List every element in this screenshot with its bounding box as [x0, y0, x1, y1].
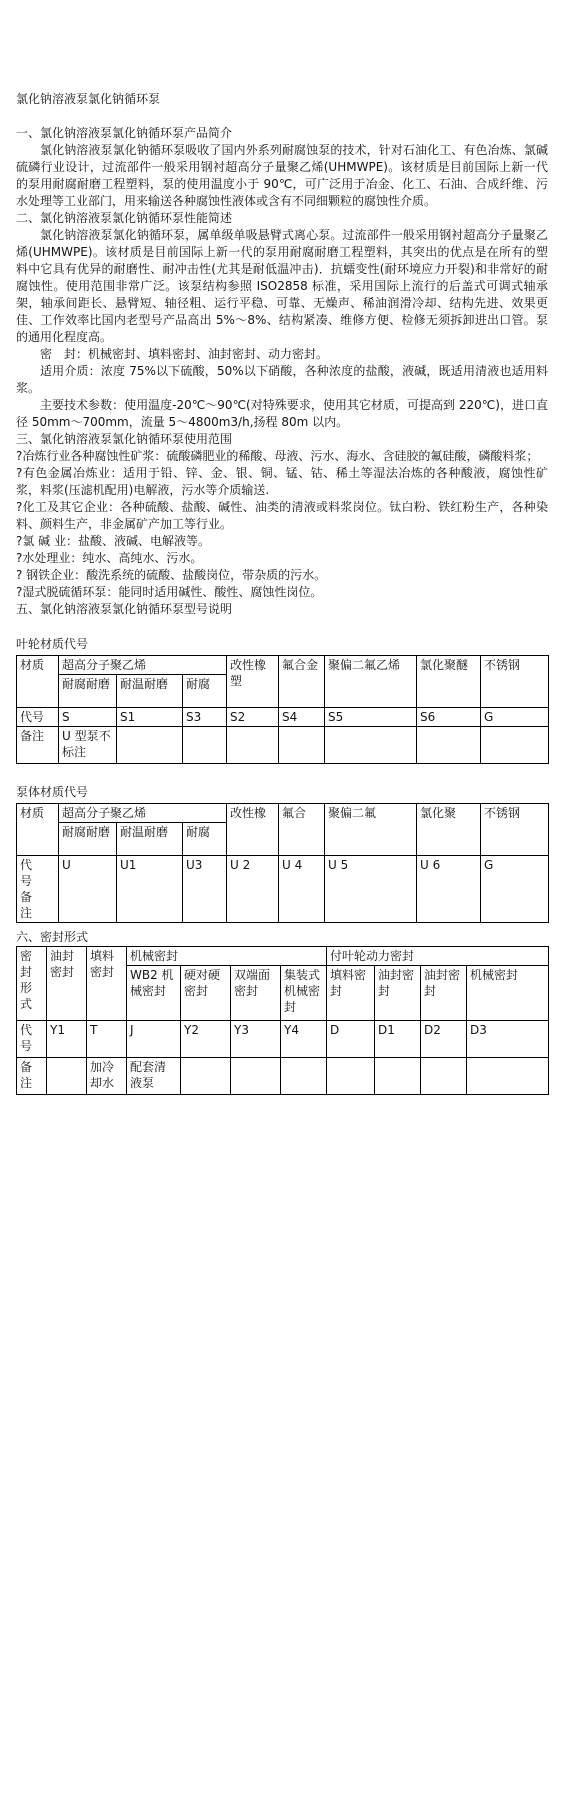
code-cell: S — [59, 708, 117, 727]
code-cell: G — [481, 856, 549, 923]
chlorinated-polyether-header-cell: 氯化聚 — [417, 804, 481, 856]
modified-rubber-header-cell: 改性橡塑 — [227, 656, 279, 708]
subheader-cell: 耐腐耐磨 — [59, 675, 117, 708]
code-cell: D — [327, 1021, 375, 1058]
seal-type-cell: 机械密封 — [467, 966, 549, 1021]
application-item: ?湿式脱硫循环泵：能同时适用碱性、酸性、腐蚀性岗位。 — [16, 585, 323, 599]
code-cell: U3 — [183, 856, 227, 923]
remark-label: 备注 — [20, 1060, 33, 1090]
section-1-heading: 一、氯化钠溶液泵氯化钠循环泵产品简介 — [16, 126, 233, 140]
code-remark-label-cell — [17, 856, 59, 923]
applicable-media: 适用介质：浓度 75%以下硫酸，50%以下硝酸，各种浓度的盐酸，液碱，既适用清液也适用料浆。 — [16, 364, 548, 395]
code-label: 代号 — [20, 1023, 33, 1053]
remark-row — [17, 1058, 549, 1095]
empty-cell — [375, 1058, 421, 1095]
document-title: 氯化钠溶液泵氯化钠循环泵 — [16, 92, 161, 106]
empty-cell — [279, 727, 325, 764]
document-page — [16, 91, 548, 1095]
code-cell: Y4 — [281, 1021, 327, 1058]
code-cell: D1 — [375, 1021, 421, 1058]
fluoro-alloy-header-cell: 氟合金 — [279, 656, 325, 708]
code-cell: D3 — [467, 1021, 549, 1058]
section-6-heading: 六、密封形式 — [16, 930, 89, 944]
stainless-steel-header-cell: 不锈钢 — [481, 804, 549, 856]
application-item: ? 钢铁企业：酸洗系统的硫酸、盐酸岗位，带杂质的污水。 — [16, 568, 327, 582]
empty-cell — [481, 727, 549, 764]
impeller-table-caption: 叶轮材质代号 — [16, 637, 89, 651]
application-item: ?有色金属冶炼业：适用于铅、锌、金、银、铜、锰、钴、稀土等湿法冶炼的各种酸液，腐蚀性矿浆，料浆(压滤机配用)电解液，污水等介质输送. — [16, 466, 548, 497]
code-cell: U1 — [117, 856, 183, 923]
seal-type-cell: 油封密封 — [421, 966, 467, 1021]
code-label-cell — [17, 1021, 47, 1058]
code-label: 代号 — [20, 858, 33, 888]
subheader-cell: 耐腐耐磨 — [59, 823, 117, 856]
modified-rubber-header-cell: 改性橡 — [227, 804, 279, 856]
application-item: ?冶炼行业各种腐蚀性矿浆：硫酸磷肥业的稀酸、母液、污水、海水、含硅胶的氟硅酸，磷酸料浆； — [16, 449, 539, 463]
code-cell: S4 — [279, 708, 325, 727]
remark-label: 备注 — [20, 890, 33, 920]
auxiliary-impeller-seal-header-cell: 付叶轮动力密封 — [327, 947, 549, 966]
code-cell: T — [87, 1021, 127, 1058]
application-item: ?水处理业：纯水、高纯水、污水。 — [16, 551, 203, 565]
empty-cell — [281, 1058, 327, 1095]
stainless-steel-header-cell: 不锈钢 — [481, 656, 549, 708]
empty-cell — [231, 1058, 281, 1095]
remark-cell: 配套清液泵 — [127, 1058, 181, 1095]
empty-cell — [325, 727, 417, 764]
code-cell: J — [127, 1021, 181, 1058]
fluoro-alloy-header-cell: 氟合 — [279, 804, 325, 856]
seal-form-table — [16, 946, 549, 1095]
code-label-cell: 代号 — [17, 708, 59, 727]
code-cell: Y3 — [231, 1021, 281, 1058]
remark-cell: 加冷却水 — [87, 1058, 127, 1095]
code-cell: S2 — [227, 708, 279, 727]
section-1-paragraph: 氯化钠溶液泵氯化钠循环泵吸收了国内外系列耐腐蚀泵的技术，针对石油化工、有色冶炼、氯碱硫磷行业设计，过流部件一般采用钢衬超高分子量聚乙烯(UHMWPE)。该材质是目前国际上新一代的泵用耐腐耐磨工程塑料，泵的使用温度小于 90℃，可广泛用于冶金、化工、石油、合成纤维、污水处理等工业部门，用来输送各种腐蚀性液体或含有不同细颗粒的腐蚀性介质。 — [16, 143, 548, 208]
code-cell: D2 — [421, 1021, 467, 1058]
seal-type-cell: 双端面密封 — [231, 966, 281, 1021]
mechanical-seal-header-cell: 机械密封 — [127, 947, 327, 966]
table-header-row — [17, 947, 549, 966]
empty-cell — [183, 727, 227, 764]
seal-type-cell: 硬对硬密封 — [181, 966, 231, 1021]
seal-type-cell: 油封密封 — [375, 966, 421, 1021]
remark-label-cell — [17, 1058, 47, 1095]
code-cell: S5 — [325, 708, 417, 727]
table-header-row — [17, 804, 549, 823]
subheader-cell: 耐温耐磨 — [117, 823, 183, 856]
material-label-cell: 材质 — [17, 804, 59, 856]
code-cell: U 5 — [325, 856, 417, 923]
seal-form-label: 密封形式 — [20, 949, 33, 1011]
seal-type-cell: 填料密封 — [327, 966, 375, 1021]
subheader-cell: 耐腐 — [183, 675, 227, 708]
seal-form-label-cell — [17, 947, 47, 1021]
seal-summary: 密 封：机械密封、填料密封、油封密封、动力密封。 — [40, 347, 329, 361]
material-label-cell: 材质 — [17, 656, 59, 708]
code-cell: U 2 — [227, 856, 279, 923]
code-cell: Y1 — [47, 1021, 87, 1058]
pvdf-header-cell: 聚偏二氟 — [325, 804, 417, 856]
code-cell: Y2 — [181, 1021, 231, 1058]
code-row — [17, 856, 549, 923]
code-cell: G — [481, 708, 549, 727]
remark-cell: U 型泵不标注 — [59, 727, 117, 764]
casing-table-caption: 泵体材质代号 — [16, 785, 89, 799]
code-cell: S1 — [117, 708, 183, 727]
code-cell: U 6 — [417, 856, 481, 923]
technical-parameters: 主要技术参数：使用温度-20℃～90℃(对特殊要求，使用其它材质，可提高到 220℃)，进口直径 50mm～700mm，流量 5～4800m3/h,扬程 80m 以内。 — [16, 398, 548, 429]
code-cell: S6 — [417, 708, 481, 727]
code-cell: U — [59, 856, 117, 923]
application-item: ?化工及其它企业：各种硫酸、盐酸、碱性、油类的清液或料浆岗位。钛白粉、铁红粉生产，各种染料、颜料生产，非金属矿产加工等行业。 — [16, 500, 548, 531]
empty-cell — [47, 1058, 87, 1095]
code-cell: U 4 — [279, 856, 325, 923]
empty-cell — [181, 1058, 231, 1095]
seal-type-cell: 油封密封 — [47, 947, 87, 1021]
empty-cell — [227, 727, 279, 764]
code-row — [17, 1021, 549, 1058]
remark-row — [17, 727, 549, 764]
code-cell: S3 — [183, 708, 227, 727]
code-row — [17, 708, 549, 727]
seal-type-cell: 填料密封 — [87, 947, 127, 1021]
section-5-heading: 五、氯化钠溶液泵氯化钠循环泵型号说明 — [16, 602, 233, 616]
section-2-heading: 二、氯化钠溶液泵氯化钠循环泵性能简述 — [16, 211, 233, 225]
empty-cell — [467, 1058, 549, 1095]
empty-cell — [421, 1058, 467, 1095]
casing-material-table — [16, 803, 549, 923]
seal-type-cell: 集装式机械密封 — [281, 966, 327, 1021]
empty-cell — [417, 727, 481, 764]
seal-type-cell: WB2 机械密封 — [127, 966, 181, 1021]
subheader-cell: 耐腐 — [183, 823, 227, 856]
impeller-material-table — [16, 655, 549, 764]
application-item: ?氯 碱 业：盐酸、液碱、电解液等。 — [16, 534, 210, 548]
pvdf-header-cell: 聚偏二氟乙烯 — [325, 656, 417, 708]
uhmwpe-header-cell: 超高分子聚乙烯 — [59, 804, 227, 823]
section-3-heading: 三、氯化钠溶液泵氯化钠循环泵使用范围 — [16, 432, 233, 446]
table-header-row — [17, 656, 549, 675]
remark-label-cell: 备注 — [17, 727, 59, 764]
empty-cell — [327, 1058, 375, 1095]
chlorinated-polyether-header-cell: 氯化聚醚 — [417, 656, 481, 708]
section-2-paragraph: 氯化钠溶液泵氯化钠循环泵，属单级单吸悬臂式离心泵。过流部件一般采用钢衬超高分子量聚乙烯(UHMWPE)。该材质是目前国际上新一代的泵用耐腐耐磨工程塑料，其突出的优点是在所有的塑料中它具有优异的耐磨性、耐冲击性(尤其是耐低温冲击)．抗蠕变性(耐环境应力开裂)和非常好的耐腐蚀性。使用范围非常广泛。该泵结构参照 ISO2858 标准，采用国际上流行的后盖式可调式轴承架，轴承间距长、悬臂短、轴径粗、运行平稳、可靠、无燥声、稀油润滑冷却、结构先进、效果更佳、工作效率比国内老型号产品高出 5%～8%、结构紧凑、维修方便、检修无须拆卸进出口管。泵的通用化程度高。 — [16, 228, 548, 344]
uhmwpe-header-cell: 超高分子聚乙烯 — [59, 656, 227, 675]
subheader-cell: 耐温耐磨 — [117, 675, 183, 708]
empty-cell — [117, 727, 183, 764]
